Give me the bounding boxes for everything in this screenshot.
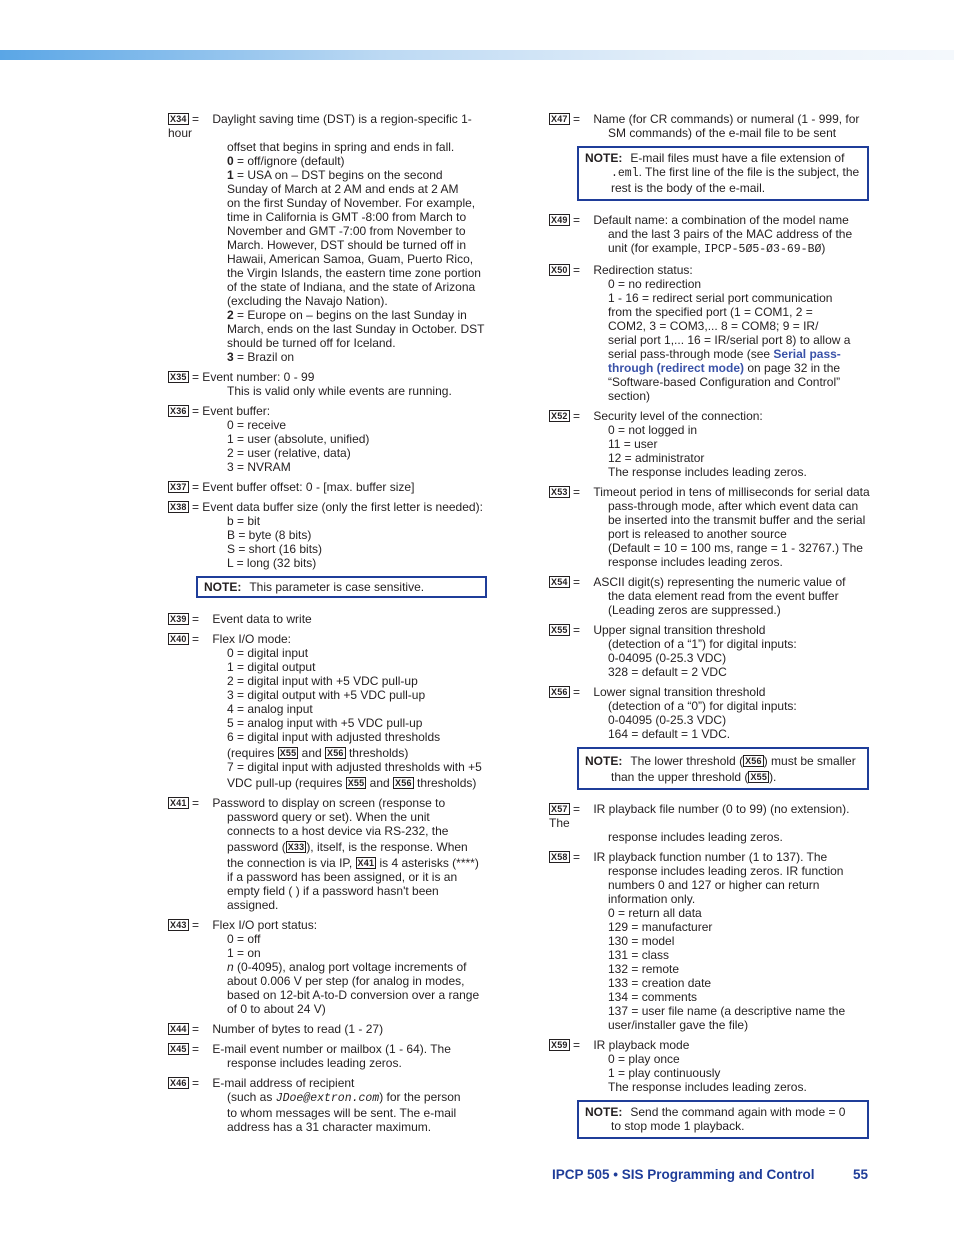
link-redirect-mode[interactable]: through (redirect mode) <box>608 361 745 375</box>
variable-badge: X44 <box>170 1024 187 1034</box>
entry-x54: X54 = ASCII digit(s) representing the numeric value of the data element read from the event buffer (Leading zeros are suppressed.) <box>551 575 846 617</box>
variable-badge: X37 <box>170 482 187 492</box>
variable-badge: X57 <box>551 804 568 814</box>
variable-badge: X59 <box>551 1040 568 1050</box>
variable-badge: X38 <box>170 502 187 512</box>
entry-x43: X43 = Flex I/O port status: 0 = off 1 = on n (0-4095), analog port voltage increments of about 0.006 V per step (for analog in modes, based on 12-bit A-to-D conversion over a range of 0 to about 24 V) <box>170 918 480 1016</box>
variable-badge: X55 <box>347 778 365 788</box>
page-footer <box>552 1168 872 1182</box>
variable-badge: X55 <box>551 625 568 635</box>
variable-badge: X41 <box>170 798 187 808</box>
note-eml-extension: NOTE: E-mail files must have a file extension of .eml. The first line of the file is the subject, the rest is the body of the e-mail. <box>577 146 869 201</box>
variable-badge: X54 <box>551 577 568 587</box>
variable-badge: X53 <box>551 487 568 497</box>
page-number: 55 <box>852 1167 868 1182</box>
entry-x37: X37 = Event buffer offset: 0 - [max. buffer size] <box>170 480 415 494</box>
link-serial-pass-through[interactable]: Serial pass- <box>773 347 841 361</box>
variable-badge: X55 <box>750 772 768 782</box>
entry-x59: X59 = IR playback mode 0 = play once 1 = play continuously The response includes leading zeros. <box>551 1038 807 1094</box>
footer-title: IPCP 505 • SIS Programming and Control <box>552 1167 815 1182</box>
entry-x50: X50 = Redirection status: 0 = no redirection 1 - 16 = redirect serial port communication from the specified port (1 = COM1, 2 = COM2, 3 = COM3,... 8 = COM8; 9 = IR/ serial port 1,... 16 = IR/serial port 8) to allow a serial pass-through mode (see Serial pass- through (redirect mode) on page 32 in the “Software-based Configuration and Control” section) <box>551 263 851 403</box>
entry-x34: X34 = Daylight saving time (DST) is a region-specific 1-hour offset that begins in spring and ends in fall. 0 = off/ignore (default) 1 = USA on – DST begins on the second Sunday of March at 2 AM and ends at 2 AM on the first Sunday of November. For example, time in California is GMT -8:00 from March to November and GMT -7:00 from November to March. However, DST should be turned off in Hawaii, American Samoa, Guam, Puerto Rico, the Virgin Islands, the eastern time zone portion of the state of Indiana, and the state of Arizona (excluding the Navajo Nation). 2 = Europe on – begins on the last Sunday in March, ends on the last Sunday in October. DST should be turned off for Iceland. 3 = Brazil on <box>168 112 485 364</box>
entry-x44: X44 = Number of bytes to read (1 - 27) <box>170 1022 384 1036</box>
header-gradient-bar <box>0 50 954 60</box>
variable-badge: X33 <box>287 842 305 852</box>
variable-badge: X40 <box>170 634 187 644</box>
entry-x38: X38 = Event data buffer size (only the first letter is needed): b = bit B = byte (8 bits) S = short (16 bits) L = long (32 bits) <box>170 500 483 570</box>
variable-badge: X47 <box>551 114 568 124</box>
variable-badge: X46 <box>170 1078 187 1088</box>
entry-x39: X39 = Event data to write <box>170 612 312 626</box>
variable-badge: X50 <box>551 265 568 275</box>
entry-x52: X52 = Security level of the connection: 0 = not logged in 11 = user 12 = administrator The response includes leading zeros. <box>551 409 807 479</box>
entry-x56: X56 = Lower signal transition threshold (detection of a “0”) for digital inputs: 0-04095 (0-25.3 VDC) 164 = default = 1 VDC. <box>551 685 797 741</box>
variable-badge: X36 <box>170 406 187 416</box>
variable-badge: X45 <box>170 1044 187 1054</box>
entry-x45: X45 = E-mail event number or mailbox (1 - 64). The response includes leading zeros. <box>170 1042 451 1070</box>
variable-badge: X55 <box>279 748 297 758</box>
entry-x35: X35 = Event number: 0 - 99 This is valid only while events are running. <box>170 370 452 398</box>
left-column <box>168 112 490 1140</box>
variable-badge: X52 <box>551 411 568 421</box>
entry-x41: X41 = Password to display on screen (response to password query or set). When the unit connects to a host device via RS-232, the password ( X33 ), itself, is the response. When the connection is via IP, X41 is 4 asterisks (****) if a password has been assigned, or it is an empty field ( ) if a password hasn't been assigned. <box>170 796 479 912</box>
variable-badge: X58 <box>551 852 568 862</box>
variable-badge: X39 <box>170 614 187 624</box>
variable-badge: X56 <box>395 778 412 788</box>
variable-badge: X56 <box>327 748 344 758</box>
entry-x49: X49 = Default name: a combination of the model name and the last 3 pairs of the MAC address of the unit (for example, IPCP-5Ø5-Ø3-69-BØ) <box>551 213 853 256</box>
entry-x36: X36 = Event buffer: 0 = receive 1 = user (absolute, unified) 2 = user (relative, data) 3 = NVRAM <box>170 404 370 474</box>
note-case-sensitive: NOTE: This parameter is case sensitive. <box>196 576 487 598</box>
entry-x46: X46 = E-mail address of recipient (such as JDoe@extron.com) for the person to whom messages will be sent. The e-mail address has a 31 character maximum. <box>170 1076 461 1134</box>
variable-badge: X35 <box>170 372 187 382</box>
variable-badge: X34 <box>170 114 187 124</box>
entry-x40: X40 = Flex I/O mode: 0 = digital input 1 = digital output 2 = digital input with +5 VDC pull-up 3 = digital output with +5 VDC pull-up 4 = analog input 5 = analog input with +5 VDC pull-up 6 = digital input with adjusted thresholds (requires X55 and X56 thresholds) 7 = digital input with adjusted thresholds with +5 VDC pull-up (requires X55 and X56 thresholds) <box>170 632 482 790</box>
note-send-again: NOTE: Send the command again with mode = 0 to stop mode 1 playback. <box>577 1100 869 1139</box>
entry-x55: X55 = Upper signal transition threshold (detection of a “1”) for digital inputs: 0-04095 (0-25.3 VDC) 328 = default = 2 VDC <box>551 623 797 679</box>
variable-badge: X49 <box>551 215 568 225</box>
variable-badge: X56 <box>551 687 568 697</box>
variable-badge: X56 <box>745 756 762 766</box>
right-column <box>549 112 871 1147</box>
variable-badge: X43 <box>170 920 187 930</box>
entry-x57: X57 = IR playback file number (0 to 99) (no extension). The response includes leading zeros. <box>549 802 850 844</box>
entry-x53: X53 = Timeout period in tens of milliseconds for serial data pass-through mode, after which event data can be inserted into the transmit buffer and the serial port is released to another source (Default = 10 = 100 ms, range = 1 - 32767.) The response includes leading zeros. <box>551 485 870 569</box>
variable-badge: X41 <box>357 858 375 868</box>
note-lower-threshold: NOTE: The lower threshold ( X56 ) must be smaller than the upper threshold ( X55 ). <box>577 747 869 790</box>
entry-x47: X47 = Name (for CR commands) or numeral (1 - 999, for SM commands) of the e-mail file to be sent <box>551 112 860 140</box>
entry-x58: X58 = IR playback function number (1 to 137). The response includes leading zeros. IR function numbers 0 and 127 or higher can return information only. 0 = return all data 129 = manufacturer 130 = model 131 = class 132 = remote 133 = creation date 134 = comments 137 = user file name (a descriptive name the user/installer gave the file) <box>551 850 846 1032</box>
